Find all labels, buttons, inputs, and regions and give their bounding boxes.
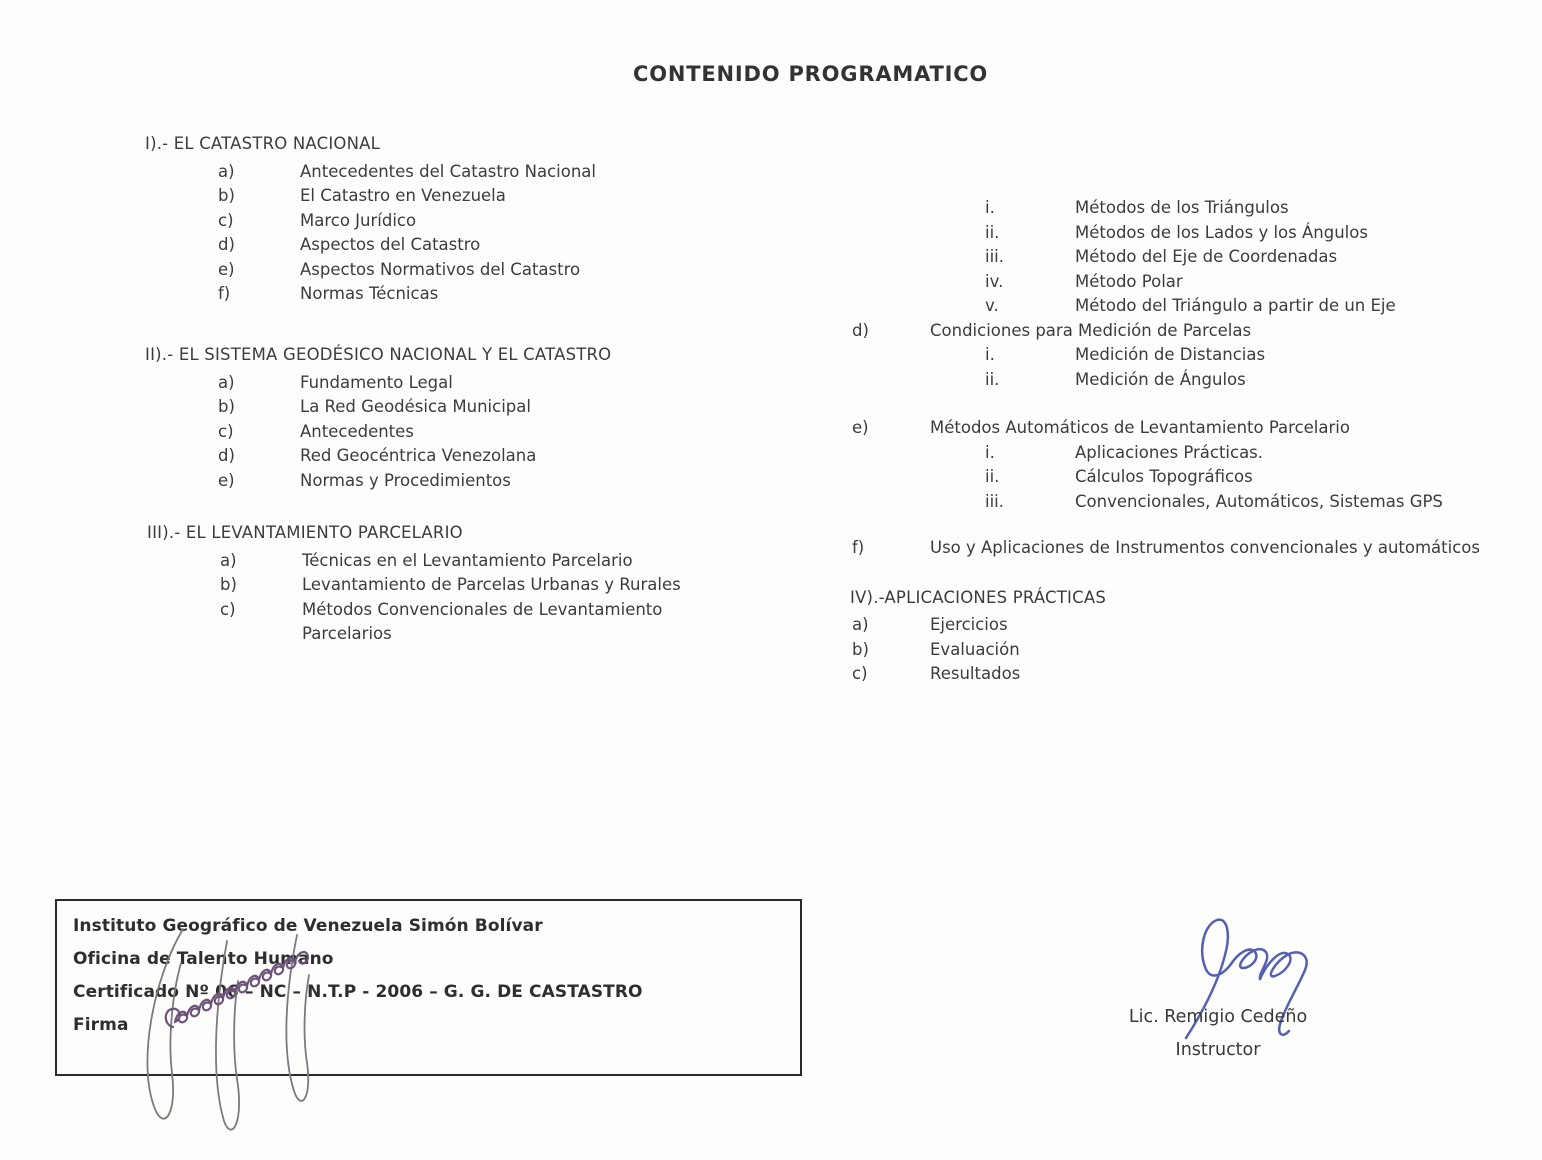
section-3-heading: III).- EL LEVANTAMIENTO PARCELARIO — [147, 523, 463, 542]
item-label: ii. — [985, 222, 1000, 242]
item-text: Métodos de los Lados y los Ángulos — [1075, 222, 1368, 242]
instructor-name: Lic. Remigio Cedeño — [1128, 1007, 1308, 1027]
item-label: i. — [985, 345, 995, 364]
item-label: iii. — [985, 491, 1004, 511]
list-item — [852, 490, 1480, 515]
item-label: c) — [218, 210, 234, 230]
item-text: Métodos de los Triángulos — [1075, 198, 1289, 217]
item-text: Método Polar — [1075, 271, 1183, 291]
right-column — [852, 196, 1480, 687]
item-text: Medición de Ángulos — [1075, 369, 1246, 389]
section-4-heading: IV).-APLICACIONES PRÁCTICAS — [850, 587, 1106, 607]
item-text: Métodos Convencionales de Levantamiento — [302, 599, 663, 619]
item-text: Antecedentes del Catastro Nacional — [300, 161, 596, 181]
item-label: b) — [218, 186, 235, 205]
item-label: a) — [218, 161, 235, 181]
item-text: Método del Triángulo a partir de un Eje — [1075, 296, 1396, 315]
item-text: Medición de Distancias — [1075, 345, 1266, 364]
section-1 — [145, 132, 596, 307]
spacer — [852, 561, 1480, 586]
signature-label: Firma — [73, 1015, 129, 1035]
item-text: Condiciones para Medición de Parcelas — [930, 320, 1252, 340]
item-label: c) — [852, 664, 868, 683]
item-text: Antecedentes — [300, 421, 414, 441]
list-item — [145, 469, 611, 494]
list-item — [852, 638, 1480, 663]
list-item — [145, 444, 611, 469]
section-2 — [145, 343, 611, 493]
item-text: Uso y Aplicaciones de Instrumentos convencionales y automáticos — [930, 538, 1480, 557]
item-label: i. — [985, 442, 995, 462]
list-item — [852, 465, 1480, 490]
item-text: Aspectos Normativos del Catastro — [300, 259, 581, 279]
list-item — [145, 160, 596, 185]
item-label: b) — [852, 639, 869, 659]
list-item — [852, 662, 1480, 687]
list-item-continuation — [147, 622, 681, 647]
item-label: d) — [218, 235, 235, 254]
item-label: f) — [218, 284, 231, 303]
list-item — [852, 221, 1480, 246]
list-item — [852, 270, 1480, 295]
item-label: e) — [218, 470, 235, 490]
list-item — [852, 536, 1480, 561]
instructor-role: Instructor — [1175, 1040, 1261, 1060]
spacer — [852, 392, 1480, 416]
item-text: Métodos Automáticos de Levantamiento Parcelario — [930, 418, 1350, 437]
item-label: ii. — [985, 369, 1000, 389]
list-item — [145, 184, 596, 209]
list-item — [147, 549, 681, 574]
handwritten-signature-left — [125, 915, 425, 1160]
list-item — [147, 573, 681, 598]
list-item — [145, 395, 611, 420]
item-label: ii. — [985, 467, 1000, 486]
item-label: a) — [218, 372, 235, 392]
item-label: c) — [220, 599, 236, 619]
item-text: Resultados — [930, 664, 1021, 683]
section-2-heading: II).- EL SISTEMA GEODÉSICO NACIONAL Y EL CATASTRO — [145, 345, 612, 364]
list-item — [147, 598, 681, 623]
list-item — [852, 196, 1480, 221]
list-item — [145, 209, 596, 234]
item-text: Red Geocéntrica Venezolana — [300, 446, 537, 465]
item-text: La Red Geodésica Municipal — [300, 397, 531, 416]
list-item — [145, 371, 611, 396]
item-label: e) — [218, 259, 235, 279]
item-label: iv. — [985, 271, 1004, 291]
item-text: Aspectos del Catastro — [300, 235, 481, 254]
item-text: Parcelarios — [302, 624, 392, 643]
item-text: Evaluación — [930, 639, 1020, 659]
item-text: Convencionales, Automáticos, Sistemas GPS — [1075, 491, 1443, 511]
item-text: Aplicaciones Prácticas. — [1075, 442, 1264, 462]
item-label: iii. — [985, 247, 1004, 266]
item-text: Normas y Procedimientos — [300, 470, 511, 490]
list-item — [852, 319, 1480, 344]
item-label: d) — [852, 320, 869, 340]
item-text: Fundamento Legal — [300, 372, 453, 392]
institute-name: Instituto Geográfico de Venezuela Simón Bolívar — [73, 916, 543, 936]
item-text: Normas Técnicas — [300, 284, 439, 303]
page-title: CONTENIDO PROGRAMATICO — [633, 62, 989, 86]
list-item — [852, 294, 1480, 319]
list-item — [145, 420, 611, 445]
item-label: v. — [985, 296, 999, 315]
item-text: Ejercicios — [930, 615, 1008, 634]
certificate-number: Certificado Nº 06 – NC – N.T.P - 2006 – G. G. DE CASTASTRO — [73, 982, 643, 1002]
item-text: Cálculos Topográficos — [1075, 467, 1253, 486]
instructor-block — [1118, 1001, 1318, 1067]
item-label: f) — [852, 538, 865, 557]
item-label: b) — [220, 575, 237, 594]
item-text: Marco Jurídico — [300, 210, 417, 230]
list-item — [852, 613, 1480, 638]
list-item — [145, 233, 596, 258]
section-1-heading: I).- EL CATASTRO NACIONAL — [145, 134, 381, 153]
section-3 — [147, 521, 681, 647]
list-item — [852, 245, 1480, 270]
list-item — [852, 441, 1480, 466]
list-item — [852, 368, 1480, 393]
item-label: d) — [218, 446, 235, 465]
item-label: a) — [852, 615, 869, 634]
item-label: b) — [218, 397, 235, 416]
item-text: Método del Eje de Coordenadas — [1075, 247, 1338, 266]
spacer — [852, 514, 1480, 536]
item-label: e) — [852, 418, 869, 437]
item-text: El Catastro en Venezuela — [300, 186, 506, 205]
item-label: a) — [220, 550, 237, 570]
office-name: Oficina de Talento Humano — [73, 949, 334, 969]
list-item — [852, 416, 1480, 441]
item-label: i. — [985, 198, 995, 217]
list-item — [145, 258, 596, 283]
item-text: Levantamiento de Parcelas Urbanas y Rurales — [302, 575, 681, 594]
list-item — [852, 343, 1480, 368]
item-label: c) — [218, 421, 234, 441]
list-item — [145, 282, 596, 307]
item-text: Técnicas en el Levantamiento Parcelario — [302, 550, 633, 570]
